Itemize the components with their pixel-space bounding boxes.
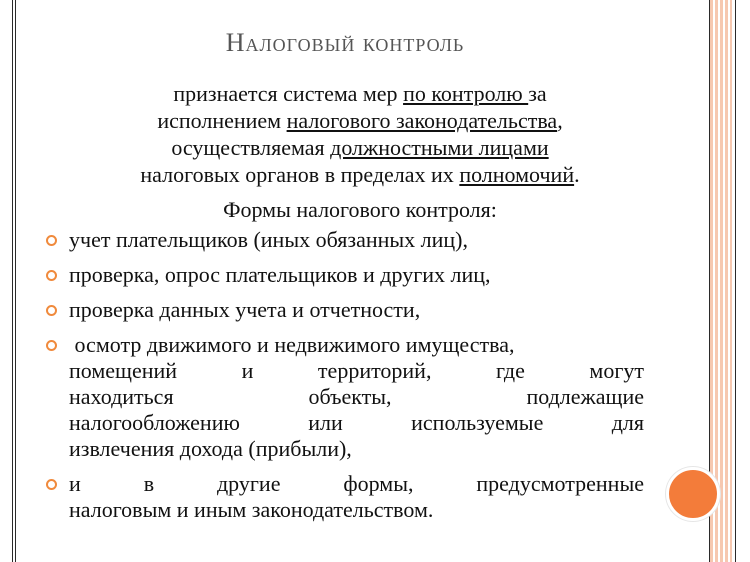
underlined-term: по контролю: [403, 81, 529, 106]
forms-heading: Формы налогового контроля:: [223, 197, 497, 222]
bullet-circle-icon: [46, 340, 57, 351]
list-item: проверка данных учета и отчетности,: [44, 297, 644, 323]
slide-title: Налоговый контроль: [225, 28, 465, 57]
definition-paragraph: [60, 80, 660, 188]
list-item: проверка, опрос плательщиков и других лиц,: [44, 262, 644, 288]
underlined-term: должностными лицами: [330, 135, 549, 160]
underlined-term: налогового законодательства: [286, 108, 558, 133]
forms-list: [44, 227, 644, 532]
definition-line-4: налоговых органов в пределах их полномочий.: [140, 162, 580, 187]
list-item: и в другие формы, предусмотренные налоговым и иным законодательством.: [44, 471, 644, 523]
definition-line-1: признается система мер по контролю за: [173, 81, 547, 106]
underlined-term: полномочий: [459, 162, 575, 187]
definition-line-3: осуществляемая должностными лицами: [171, 135, 549, 160]
bullet-circle-icon: [46, 235, 57, 246]
bullet-circle-icon: [46, 479, 57, 490]
list-item: осмотр движимого и недвижимого имущества, помещений и территорий, где могут находиться объекты, подлежащие налогообложению или используемые для извлечения дохода (прибыли),: [44, 332, 644, 462]
definition-line-2: исполнением налогового законодательства,: [157, 108, 563, 133]
bullet-circle-icon: [46, 305, 57, 316]
left-frame-border: [12, 0, 16, 562]
bullet-circle-icon: [46, 270, 57, 281]
right-frame-outer-line: [735, 0, 736, 562]
decorative-orange-circle: [666, 467, 720, 521]
list-item: учет плательщиков (иных обязанных лиц),: [44, 227, 644, 253]
